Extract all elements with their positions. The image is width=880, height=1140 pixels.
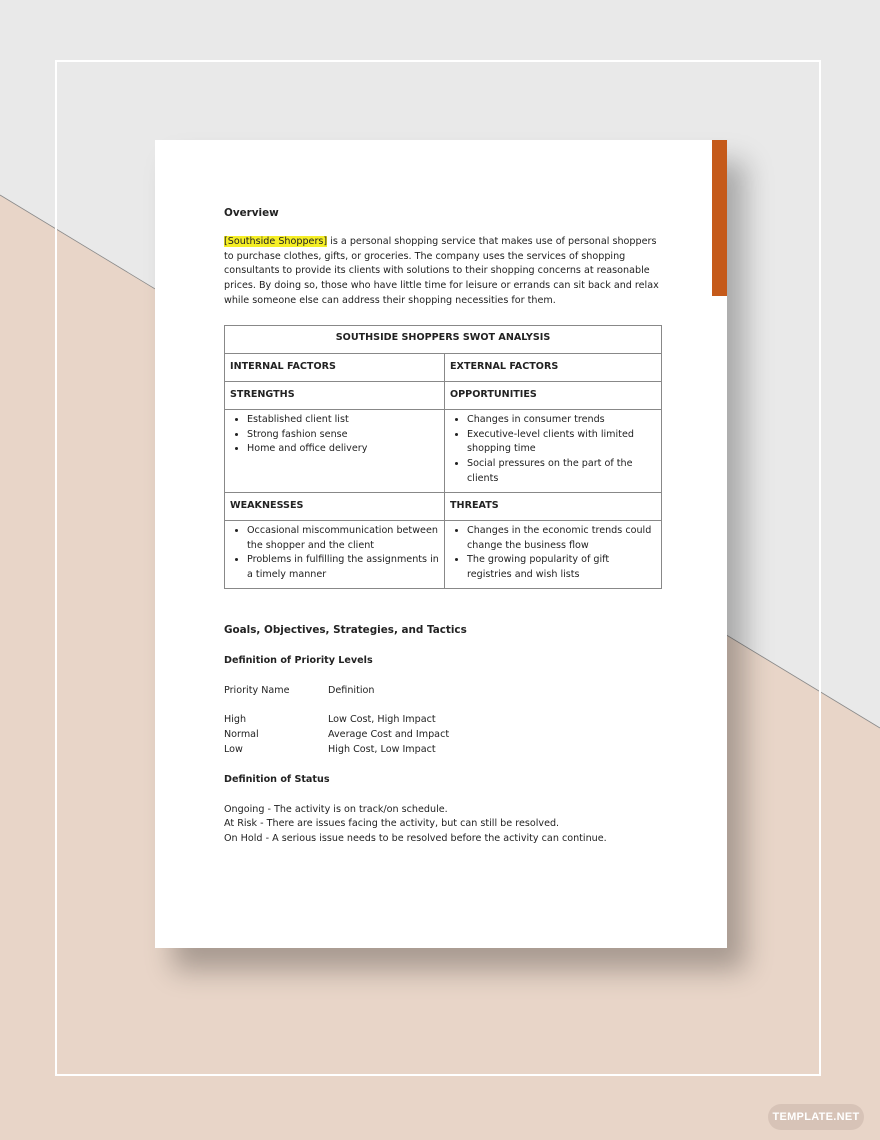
template-net-badge[interactable]: TEMPLATE.NET (768, 1104, 864, 1130)
weaknesses-cell (225, 520, 445, 588)
list-item: • Problems in fulfilling the assignments in a timely manner (247, 553, 439, 583)
priority-row (224, 728, 664, 743)
threats-cell (445, 520, 662, 588)
threats-header: THREATS (445, 492, 662, 520)
swot-title: SOUTHSIDE SHOPPERS SWOT ANALYSIS (225, 325, 662, 353)
list-item: • Strong fashion sense (247, 428, 439, 443)
overview-body-text: is a personal shopping service that makes use of personal shoppers to purchase clothes, gifts, or groceries. The company uses the services of shopping consultants to provide its clients with solutions to their shopping concerns at reasonable prices. By doing so, those who have little time for leisure or errands can sit back and relax while someone else can address their shopping necessities for them. (224, 235, 659, 306)
strengths-cell (225, 409, 445, 492)
priority-name: Low (224, 743, 243, 755)
priority-name-column: Priority Name (224, 684, 290, 696)
status-item: At Risk - There are issues facing the activity, but can still be resolved. (224, 818, 560, 830)
overview-paragraph (224, 235, 664, 309)
priority-definition: Low Cost, High Impact (328, 714, 436, 726)
opportunities-header: OPPORTUNITIES (445, 381, 662, 409)
opportunities-list (450, 413, 656, 487)
status-item: On Hold - A serious issue needs to be resolved before the activity can continue. (224, 833, 607, 845)
document-content (224, 206, 664, 847)
external-factors-header: EXTERNAL FACTORS (445, 353, 662, 381)
priority-header-row (224, 684, 664, 699)
overview-title: Overview (224, 207, 279, 219)
list-item: • Changes in the economic trends could change the business flow (467, 524, 656, 554)
list-item: • Home and office delivery (247, 442, 439, 457)
swot-table (224, 325, 662, 589)
priority-name: High (224, 714, 247, 726)
goals-section-title: Goals, Objectives, Strategies, and Tactics (224, 623, 467, 636)
opportunities-cell (445, 409, 662, 492)
status-list (224, 803, 664, 847)
strengths-list (230, 413, 439, 457)
priority-row (224, 713, 664, 728)
internal-factors-header: INTERNAL FACTORS (225, 353, 445, 381)
list-item: • Occasional miscommunication between the shopper and the client (247, 524, 439, 554)
priority-row (224, 743, 664, 758)
weaknesses-list (230, 524, 439, 583)
priority-definition-column: Definition (328, 684, 375, 696)
strengths-header: STRENGTHS (225, 381, 445, 409)
list-item: • Changes in consumer trends (467, 413, 656, 428)
list-item: • Established client list (247, 413, 439, 428)
priority-definition: High Cost, Low Impact (328, 743, 436, 755)
accent-bar (712, 140, 727, 296)
list-item: • Social pressures on the part of the clients (467, 457, 656, 487)
list-item: • The growing popularity of gift registries and wish lists (467, 553, 656, 583)
threats-list (450, 524, 656, 583)
priority-levels-heading: Definition of Priority Levels (224, 654, 373, 666)
priority-name: Normal (224, 729, 259, 741)
status-item: Ongoing - The activity is on track/on schedule. (224, 803, 448, 815)
company-name-highlight: [Southside Shoppers] (224, 235, 328, 247)
status-heading: Definition of Status (224, 773, 330, 785)
weaknesses-header: WEAKNESSES (225, 492, 445, 520)
list-item: • Executive-level clients with limited shopping time (467, 428, 656, 458)
priority-definition: Average Cost and Impact (328, 729, 450, 741)
